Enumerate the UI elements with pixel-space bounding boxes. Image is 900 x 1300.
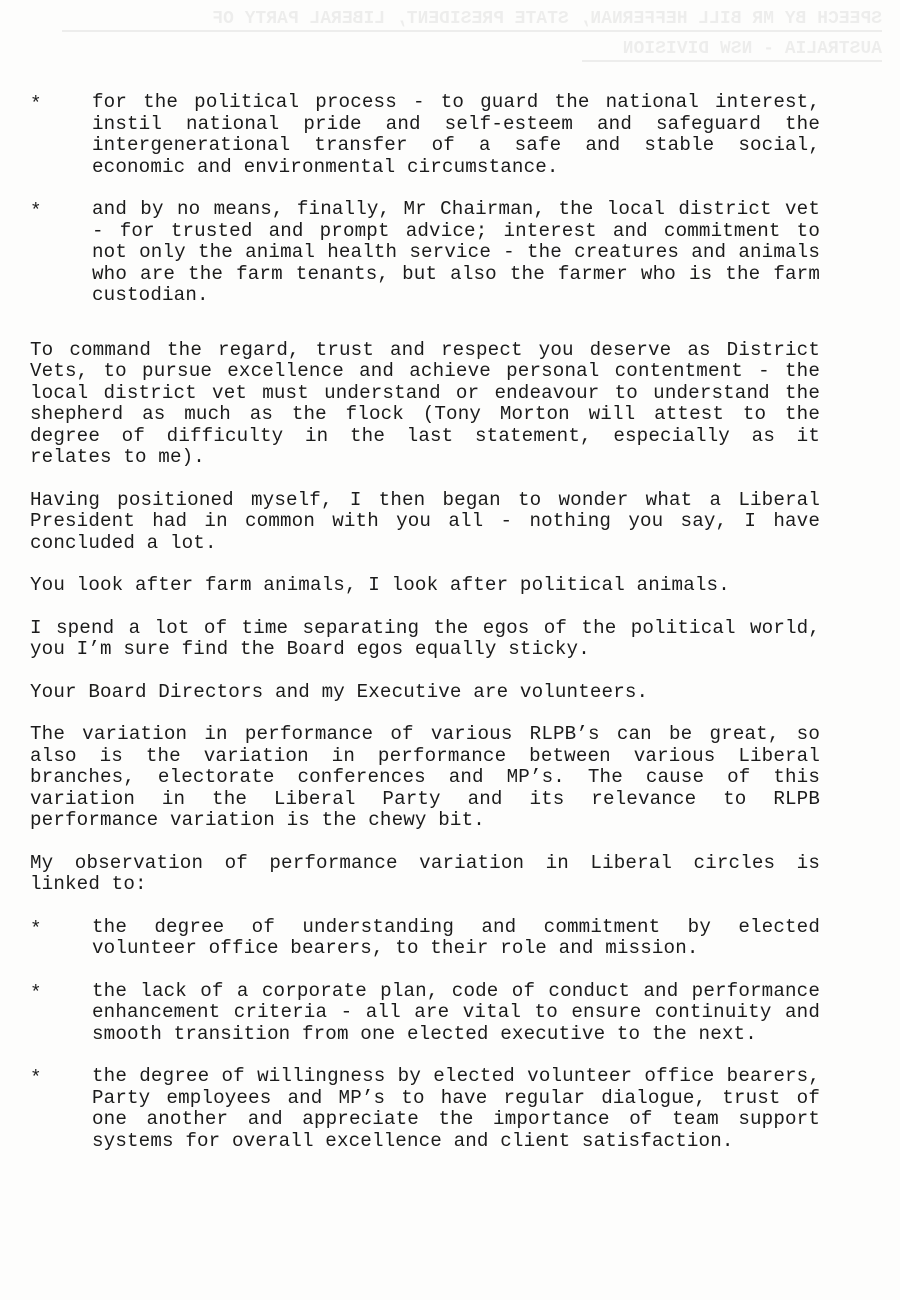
paragraph-political-animals: You look after farm animals, I look after political animals.	[30, 574, 730, 596]
bullet-marker: *	[30, 917, 42, 940]
bullet-item-corporate-plan	[30, 981, 820, 1046]
bullet-text: the degree of willingness by elected volunteer office bearers, Party employees and MP’s to have regular dialogue, trust of one another and appreciate the importance of team support systems for overall excellence and client satisfaction.	[92, 1065, 820, 1152]
bullet-marker: *	[30, 981, 42, 1004]
reverse-heading-line-1: SPEECH BY MR BILL HEFFERNAN, STATE PRESIDENT, LIBERAL PARTY OF	[62, 8, 882, 32]
speech-body	[30, 92, 820, 1173]
paragraph-performance-variation: The variation in performance of various RLPB’s can be great, so also is the variation in performance between various Liberal branches, electorate conferences and MP’s. The cause of this variation in the Liberal Party and its relevance to RLPB performance variation is the chewy bit.	[30, 723, 820, 831]
paragraph-regard-trust: To command the regard, trust and respect you deserve as District Vets, to pursue excellence and achieve personal contentment - the local district vet must understand or endeavour to understand the shepherd as much as the flock (Tony Morton will attest to the degree of difficulty in the last statement, especially as it relates to me).	[30, 338, 820, 468]
reverse-side-show-through	[22, 8, 882, 68]
bullet-item-district-vet	[30, 199, 820, 307]
bullet-text: the lack of a corporate plan, code of conduct and performance enhancement criteria - all are vital to ensure continuity and smooth transition from one elected executive to the next.	[92, 979, 820, 1045]
bullet-marker: *	[30, 93, 42, 115]
paragraph-liberal-president: Having positioned myself, I then began to wonder what a Liberal President had in common with you all - nothing you say, I have concluded a lot.	[30, 488, 820, 554]
bullet-item-political-process	[30, 92, 820, 178]
paragraph-observation: My observation of performance variation in Liberal circles is linked to:	[30, 851, 820, 895]
bullet-text: for the political process - to guard the national interest, instil national pride and self-esteem and safeguard the intergenerational transfer of a safe and stable social, economic and environmental circumstance.	[92, 91, 820, 178]
bullet-item-willingness	[30, 1066, 820, 1152]
reverse-heading-line-2: AUSTRALIA - NSW DIVISION	[582, 38, 882, 62]
paragraph-volunteers: Your Board Directors and my Executive are volunteers.	[30, 680, 649, 703]
paragraph-egos: I spend a lot of time separating the egos of the political world, you I’m sure find the Board egos equally sticky.	[30, 616, 820, 660]
bullet-marker: *	[30, 1067, 42, 1089]
bullet-text: the degree of understanding and commitment by elected volunteer office bearers, to their role and mission.	[92, 915, 820, 959]
bullet-marker: *	[30, 200, 42, 222]
bullet-item-understanding	[30, 917, 820, 960]
bullet-text: and by no means, finally, Mr Chairman, the local district vet - for trusted and prompt advice; interest and commitment to not only the animal health service - the creatures and animals who are the farm tenants, but also the farmer who is the farm custodian.	[92, 198, 820, 306]
